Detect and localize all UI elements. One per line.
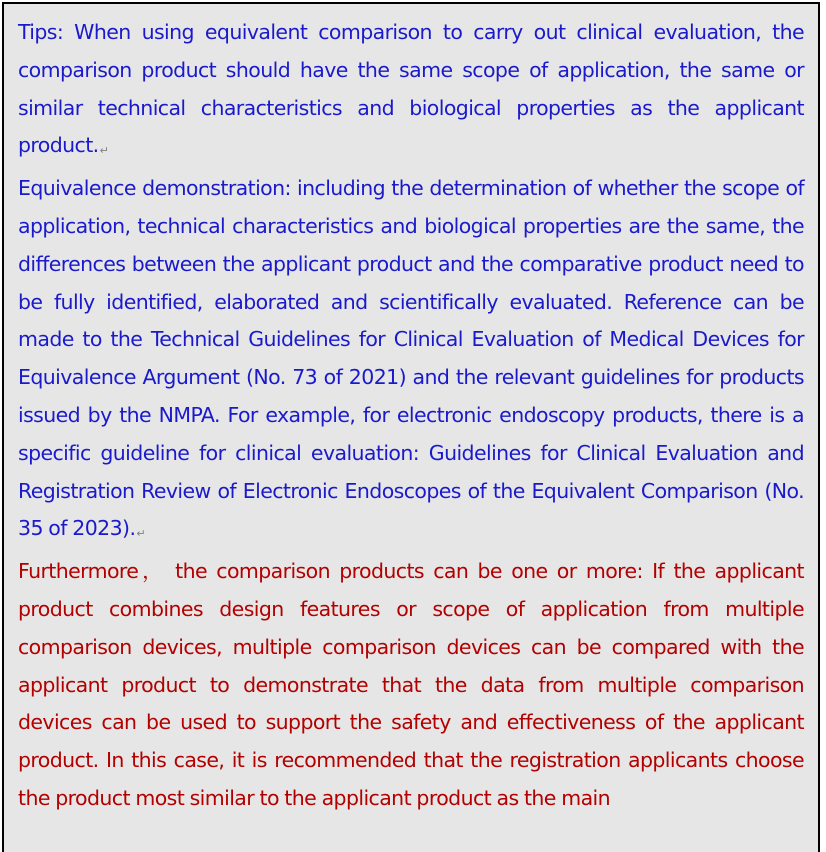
equivalence-paragraph-text: Equivalence demonstration: including the determination of whether the scope of application, technical characteristics and biological properties are the same, the differences between the applicant product and the comparative product need to be fully identified, elaborated and scientifically evaluated. Reference can be made to the Technical Guidelines for Clinical Evaluation of Medical Devices for Equivalence Argument (No. 73 of 2021) and the relevant guidelines for products issued by the NMPA. For example, for electronic endoscopy products, there is a specific guideline for clinical evaluation: Guidelines for Clinical Evaluation and Registration Review of Electronic Endoscopes of the Equivalent Comparison (No. 35 of 2023). (18, 176, 804, 541)
tips-text-box (2, 2, 820, 852)
equivalence-paragraph (18, 170, 804, 553)
paragraph-mark: ↵ (99, 144, 109, 158)
tips-paragraph (18, 14, 804, 170)
furthermore-paragraph-text: Furthermore， the comparison products can be one or more: If the applicant product combines design features or scope of application from multiple comparison devices, multiple comparison devices can be compared with the applicant product to demonstrate that the data from multiple comparison devices can be used to support the safety and effectiveness of the applicant product. In this case, it is recommended that the registration applicants choose the product most similar to the applicant product as the main (18, 559, 804, 810)
tips-paragraph-text: Tips: When using equivalent comparison to carry out clinical evaluation, the comparison product should have the same scope of application, the same or similar technical characteristics and biological properties as the applicant product. (18, 20, 804, 158)
furthermore-paragraph (18, 553, 804, 818)
paragraph-mark: ↵ (136, 527, 145, 541)
